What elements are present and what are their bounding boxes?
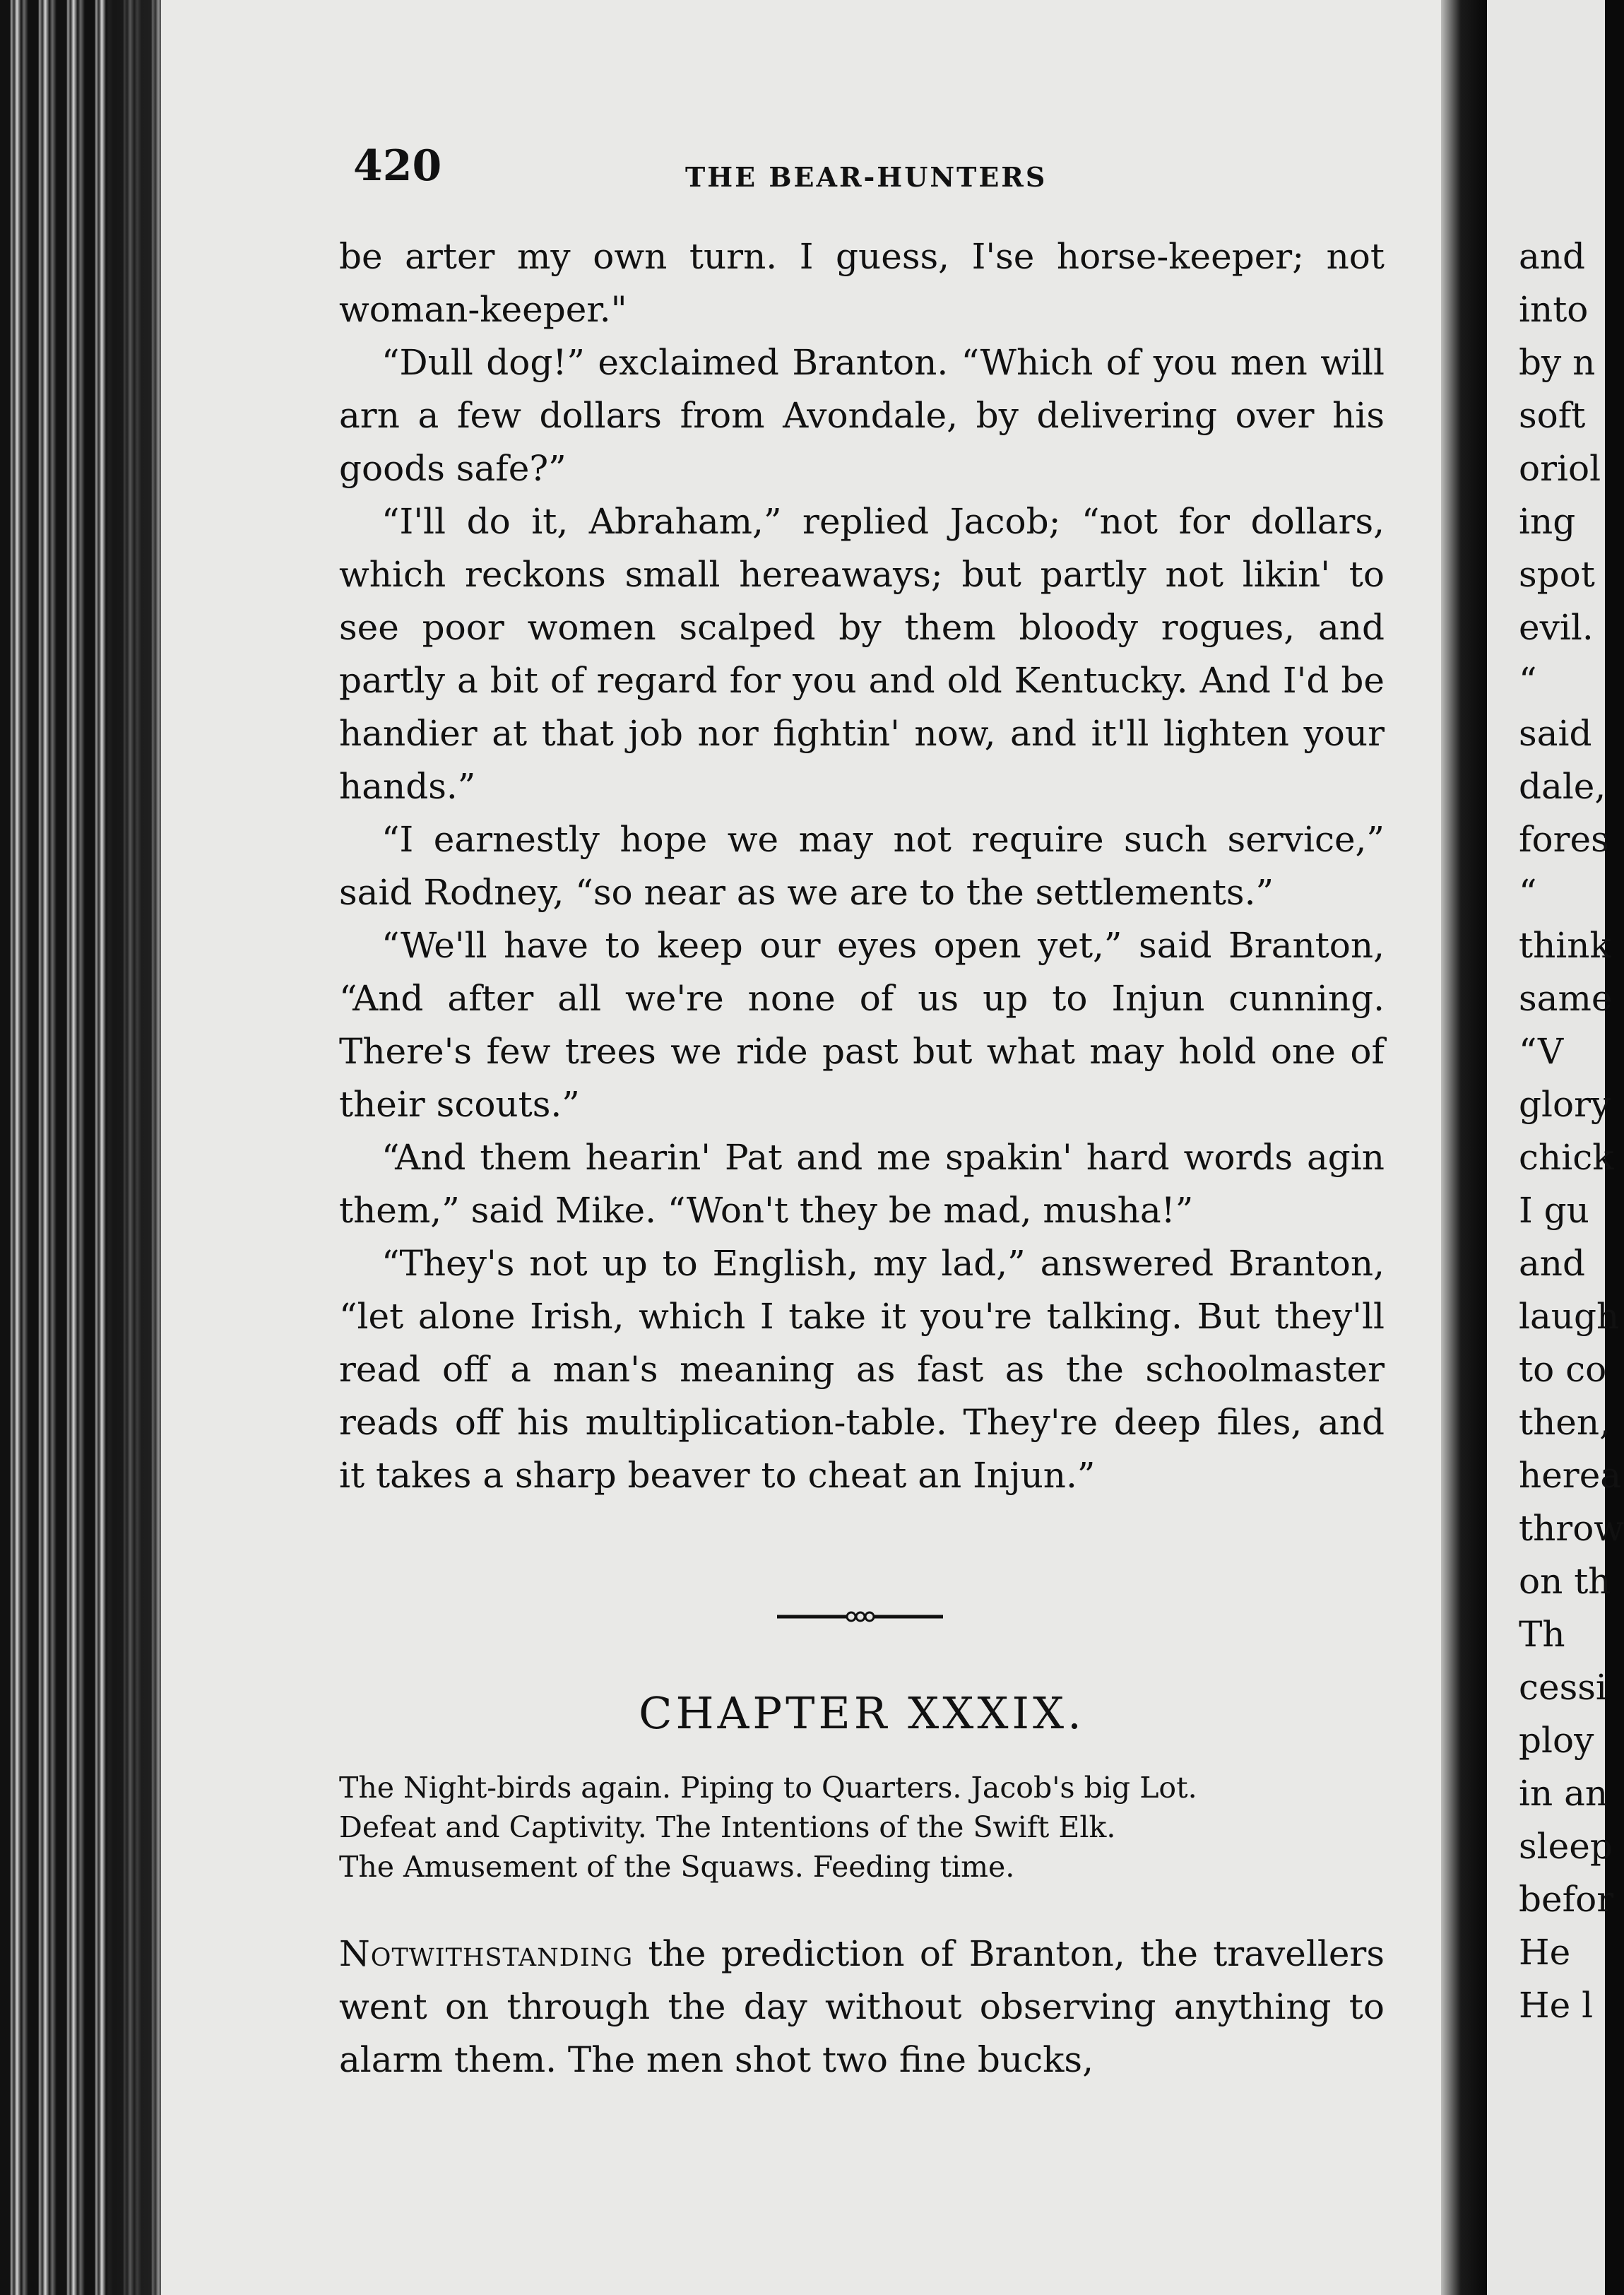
page-gutter	[1441, 0, 1490, 2295]
right-page-line: oriol	[1519, 448, 1601, 489]
right-page-line: glory	[1519, 1084, 1611, 1125]
chapter-summary	[339, 1768, 1385, 1887]
right-page-line: ing	[1519, 501, 1576, 542]
summary-line: The Amusement of the Squaws. Feeding time.	[339, 1850, 1015, 1884]
paragraph: “I earnestly hope we may not require such service,” said Rodney, “so near as we are to the settlements.”	[339, 819, 1385, 913]
right-page-line: same	[1519, 978, 1613, 1019]
right-page-line: I gu	[1519, 1190, 1589, 1231]
chapter-title: CHAPTER XXXIX.	[639, 1687, 1085, 1739]
page-number: 420	[353, 141, 442, 191]
right-page-line: think	[1519, 925, 1611, 966]
opening-word: Notwithstanding	[339, 1933, 634, 1974]
right-page-line: spot	[1519, 554, 1595, 595]
right-page-line: ploy	[1519, 1720, 1594, 1761]
right-page-line: herea	[1519, 1455, 1622, 1496]
right-page-line: said	[1519, 713, 1592, 754]
paragraph: “I'll do it, Abraham,” replied Jacob; “not for dollars, which reckons small hereaways; but partly not likin' to see poor women scalped by them bloody rogues, and partly a bit of regard for you and old Kentucky. And I'd be handier at that job nor fightin' now, and it'll lighten your hands.”	[339, 501, 1385, 807]
right-page-line: cessi	[1519, 1667, 1607, 1708]
binding-shadow	[106, 0, 162, 2295]
right-page-line: “V	[1519, 1031, 1564, 1072]
right-page-line: by n	[1519, 342, 1596, 383]
right-page-line: befor	[1519, 1879, 1614, 1920]
right-page-line: chick	[1519, 1137, 1614, 1178]
right-page-line: on th	[1519, 1561, 1611, 1602]
right-page-fragment	[1487, 0, 1624, 2295]
page-header	[353, 141, 1392, 205]
right-page-line: evil.	[1519, 607, 1594, 648]
paragraph: “Dull dog!” exclaimed Branton. “Which of you men will arn a few dollars from Avondale, by delivering over his goods safe?”	[339, 342, 1385, 489]
paragraph: be arter my own turn. I guess, I'se horse-keeper; not woman-keeper."	[339, 236, 1385, 330]
right-page-line: into	[1519, 289, 1589, 330]
right-page-line: throw	[1519, 1508, 1624, 1549]
right-page-line: and	[1519, 1243, 1586, 1284]
ornament-divider	[777, 1608, 943, 1625]
summary-line: The Night-birds again. Piping to Quarters. Jacob's big Lot.	[339, 1771, 1197, 1805]
right-page-line: He l	[1519, 1985, 1594, 2026]
paragraph: “We'll have to keep our eyes open yet,” said Branton, “And after all we're none of us up to Injun cunning. There's few trees we ride past but what may hold one of their scouts.”	[339, 925, 1385, 1125]
right-page-line: then,	[1519, 1402, 1611, 1443]
right-page-line: to co	[1519, 1349, 1607, 1390]
paragraph: “They's not up to English, my lad,” answered Branton, “let alone Irish, which I take it you're talking. But they'll read off a man's meaning as fast as the schoolmaster reads off his multiplication-table. They're deep files, and it takes a sharp beaver to cheat an Injun.”	[339, 1243, 1385, 1496]
right-page-line: He	[1519, 1932, 1571, 1973]
right-page-line: dale,	[1519, 766, 1606, 807]
right-page-line: “	[1519, 660, 1537, 701]
right-page-line: in an	[1519, 1773, 1608, 1814]
right-page-line: “	[1519, 872, 1537, 913]
right-page-line: Th	[1519, 1614, 1565, 1655]
right-page-line: laugh	[1519, 1296, 1620, 1337]
right-page-line: and	[1519, 236, 1586, 277]
opening-text: the prediction of Branton, the travellers went on through the day without observing anything to alarm them. The men shot two fine bucks,	[339, 1933, 1385, 2080]
right-page-line: fores	[1519, 819, 1609, 860]
summary-line: Defeat and Captivity. The Intentions of the Swift Elk.	[339, 1810, 1116, 1844]
running-title: THE BEAR-HUNTERS	[685, 161, 1048, 193]
chapter-opening	[339, 1928, 1385, 2087]
body-text	[339, 230, 1385, 1502]
right-page-line: soft	[1519, 395, 1586, 436]
right-page-line: sleep	[1519, 1826, 1613, 1867]
paragraph: “And them hearin' Pat and me spakin' hard words agin them,” said Mike. “Won't they be mad, musha!”	[339, 1137, 1385, 1231]
right-page-text	[1519, 230, 1624, 2032]
